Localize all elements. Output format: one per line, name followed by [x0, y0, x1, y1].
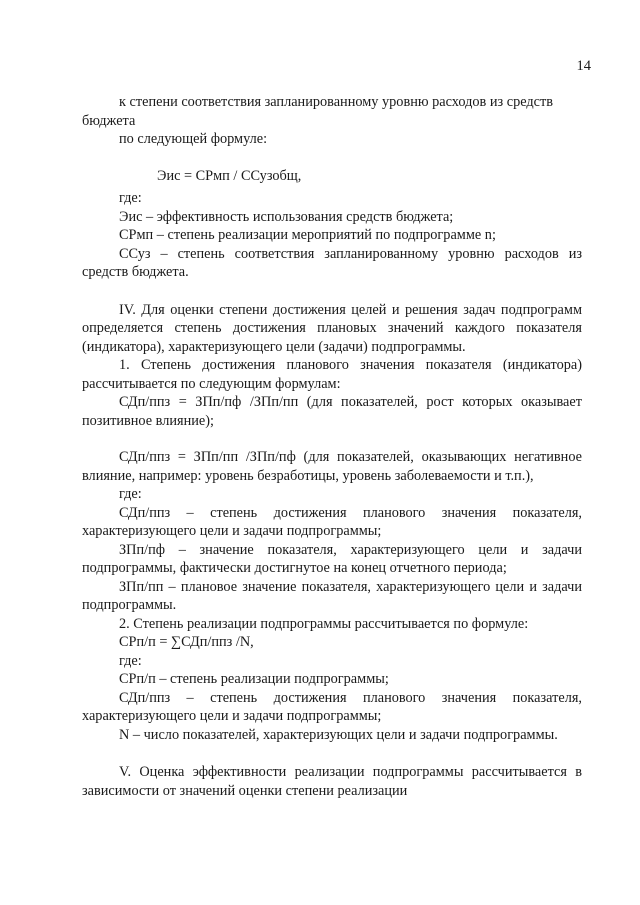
where-label-1: где:: [119, 190, 142, 206]
paragraph-gap: [82, 430, 582, 448]
formula-eis: Эис = СРмп / ССузобщ,: [157, 167, 302, 184]
definition-zpf: ЗПп/пф – значение показателя, характеризующего цели и задачи подпрограммы, фактически достигнутое на конец отчетного периода;: [82, 541, 582, 576]
item-2: 2. Степень реализации подпрограммы рассчитывается по формуле:: [119, 615, 529, 632]
section-gap-2: [82, 744, 582, 763]
intro-continuation-2: бюджета: [82, 112, 136, 129]
formula-intro: по следующей формуле:: [119, 131, 268, 147]
where-label-3: где:: [119, 652, 142, 669]
intro-continuation: к степени соответствия запланированному уровню расходов из средств: [119, 94, 553, 110]
formula-sdp-positive: СДп/ппз = ЗПп/пф /ЗПп/пп (для показателей, рост которых оказывает позитивное влияние);: [82, 394, 582, 429]
page-number: 14: [576, 58, 591, 74]
definition-ssuz-cont: средств бюджета.: [82, 264, 189, 280]
formula-sdp-negative: СДп/ппз = ЗПп/пп /ЗПп/пф (для показателей, оказывающих негативное влияние, например: уровень безработицы, уровень заболеваемости и т.п.),: [82, 449, 582, 484]
definition-sdp: СДп/ппз – степень достижения планового значения показателя, характеризующего цели и задачи подпрограммы;: [82, 504, 582, 539]
definition-srp: СРп/п – степень реализации подпрограммы;: [119, 671, 389, 687]
definition-zpp: ЗПп/пп – плановое значение показателя, характеризующего цели и задачи подпрограммы.: [82, 578, 582, 613]
definition-srmp: СРмп – степень реализации мероприятий по подпрограмме n;: [119, 227, 496, 243]
item-1: 1. Степень достижения планового значения показателя (индикатора) рассчитывается по следующим формулам:: [82, 357, 582, 392]
definition-eis: Эис – эффективность использования средств бюджета;: [119, 208, 454, 225]
document-body: [82, 93, 582, 800]
formula-srp: СРп/п = ∑СДп/ппз /N,: [119, 634, 254, 650]
section-iv: IV. Для оценки степени достижения целей и решения задач подпрограмм определяется степень достижения плановых значений каждого показателя (индикатора), характеризующего цели (задачи) подпрограммы.: [82, 301, 582, 355]
section-v: V. Оценка эффективности реализации подпрограммы рассчитывается в зависимости от значений оценки степени реализации: [82, 764, 582, 799]
definition-sdp-2: СДп/ппз – степень достижения планового значения показателя, характеризующего цели и задачи подпрограммы;: [82, 689, 582, 724]
where-label-2: где:: [119, 486, 142, 502]
section-gap: [82, 282, 582, 301]
definition-n: N – число показателей, характеризующих цели и задачи подпрограммы.: [119, 726, 558, 743]
definition-ssuz: ССуз – степень соответствия запланированному уровню расходов из: [119, 245, 582, 262]
